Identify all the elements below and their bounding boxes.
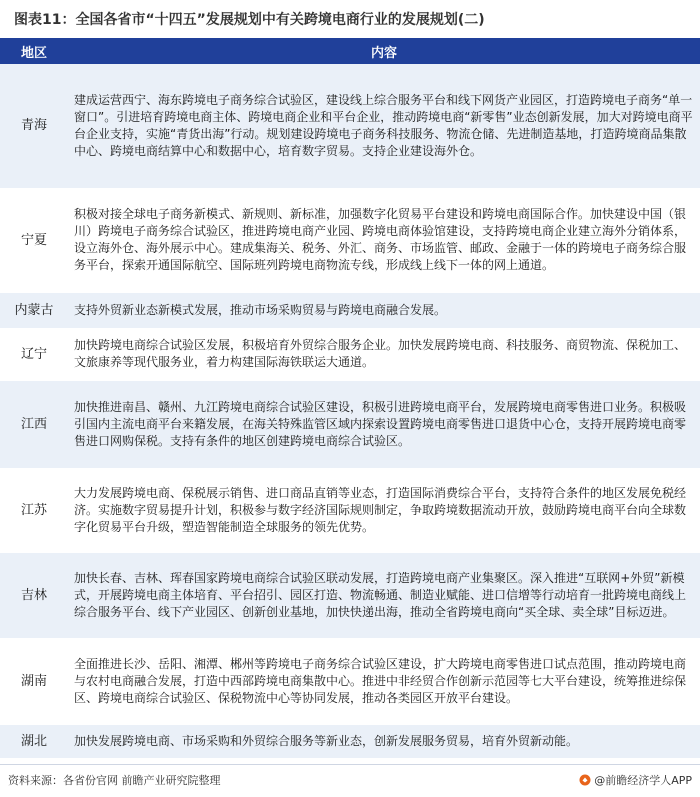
region-cell: 湖南 [0, 638, 68, 724]
content-cell: 积极对接全球电子商务新模式、新规则、新标准，加强数字化贸易平台建设和跨境电商国际合作。加快建设中国（银川）跨境电子商务综合试验区，推进跨境电商产业园、跨境电商体验馆建设，支持跨境电商企业建立海外分销体系，设立海外仓、海外展示中心。建成集海关、税务、外汇、商务、市场监管、邮政、金融于一体的跨境电子商务综合服务平台，探索开通国际航空、国际班列跨境电商物流专线，形成线上线下一体的网上通道。 [68, 188, 700, 292]
table-row [0, 468, 700, 552]
region-cell: 湖北 [0, 724, 68, 758]
table-row [0, 380, 700, 468]
header-region: 地区 [0, 38, 68, 64]
content-cell: 加快跨境电商综合试验区发展，积极培育外贸综合服务企业。加快发展跨境电商、科技服务、商贸物流、保税加工、文旅康养等现代服务业，着力构建国际海铁联运大通道。 [68, 328, 700, 380]
region-cell: 内蒙古 [0, 292, 68, 328]
region-cell: 宁夏 [0, 188, 68, 292]
table-row [0, 552, 700, 638]
region-cell: 辽宁 [0, 328, 68, 380]
content-cell: 大力发展跨境电商、保税展示销售、进口商品直销等业态，打造国际消费综合平台，支持符合条件的地区发展免税经济。实施数字贸易提升计划，积极参与数字经济国际规则制定，争取跨境数据流动开放，鼓励跨境电商平台向全球数字化贸易平台升级，塑造智能制造全球服务的领先优势。 [68, 468, 700, 552]
qianzhan-logo-icon [579, 774, 591, 786]
content-cell: 建成运营西宁、海东跨境电子商务综合试验区，建设线上综合服务平台和线下网货产业园区，打造跨境电子商务“单一窗口”。引进培育跨境电商主体、跨境电商企业和平台企业，推动跨境电商“新零售”业态创新发展，加大对跨境电商平台企业支持，实施“青货出海”行动。规划建设跨境电子商务科技服务、物流仓储、先进制造基地，打造跨境商品集散中心、跨境电商结算中心和数据中心，培育数字贸易。支持企业建设海外仓。 [68, 64, 700, 188]
region-cell: 江西 [0, 380, 68, 468]
brand-label: @前瞻经济学人APP [594, 774, 692, 787]
table-header-row [0, 38, 700, 64]
content-cell: 加快发展跨境电商、市场采购和外贸综合服务等新业态，创新发展服务贸易，培育外贸新动能。 [68, 724, 700, 758]
content-cell: 全面推进长沙、岳阳、湘潭、郴州等跨境电子商务综合试验区建设，扩大跨境电商零售进口试点范围，推动跨境电商与农村电商融合发展，打造中西部跨境电商集散中心。推进中非经贸合作创新示范园等七大平台建设，统筹推进综保区、跨境电商综合试验区、保税物流中心等协同发展，推动各类园区开放平台建设。 [68, 638, 700, 724]
source-note: 资料来源：各省份官网 前瞻产业研究院整理 [8, 774, 221, 787]
region-cell: 吉林 [0, 552, 68, 638]
region-cell: 青海 [0, 64, 68, 188]
footer [0, 764, 700, 797]
content-cell: 加快长春、吉林、珲春国家跨境电商综合试验区联动发展，打造跨境电商产业集聚区。深入推进“互联网+外贸”新模式，开展跨境电商主体培育、平台招引、园区打造、物流畅通、制造业赋能、进口信增等行动培育一批跨境电商线上综合服务平台、线下产业园区、创新创业基地，加快快递出海，推动全省跨境电商向“买全球、卖全球”目标迈进。 [68, 552, 700, 638]
content-cell: 加快推进南昌、赣州、九江跨境电商综合试验区建设，积极引进跨境电商平台，发展跨境电商零售进口业务。积极吸引国内主流电商平台来籍发展，在海关特殊监管区域内探索设置跨境电商零售进口退货中心仓，支持开展跨境电商零售进口网购保税。支持有条件的地区创建跨境电商综合试验区。 [68, 380, 700, 468]
table-row [0, 724, 700, 758]
chart-title: 图表11：全国各省市“十四五”发展规划中有关跨境电商行业的发展规划(二) [14, 12, 485, 28]
data-table [0, 38, 700, 759]
table-row [0, 638, 700, 724]
brand-credit [579, 772, 692, 788]
table-row [0, 292, 700, 328]
header-content: 内容 [68, 38, 700, 64]
table-row [0, 188, 700, 292]
table-row [0, 328, 700, 380]
table-row [0, 64, 700, 188]
content-cell: 支持外贸新业态新模式发展，推动市场采购贸易与跨境电商融合发展。 [68, 292, 700, 328]
region-cell: 江苏 [0, 468, 68, 552]
